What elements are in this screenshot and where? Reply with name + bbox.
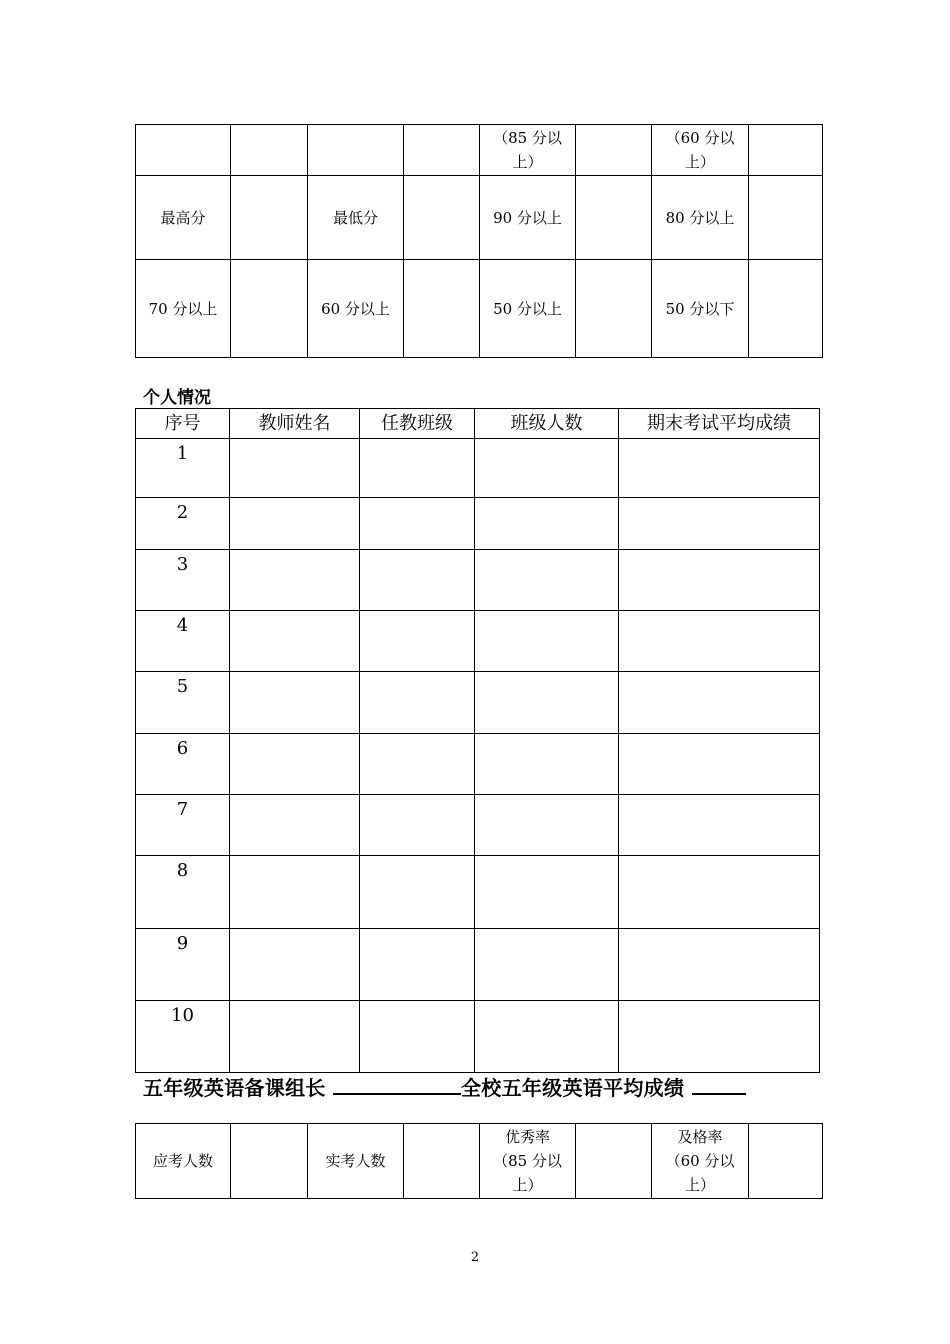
column-header: 序号 <box>136 409 230 439</box>
table-row <box>136 125 823 176</box>
class-size-cell <box>475 856 619 929</box>
cell-text: 上） <box>684 1176 715 1194</box>
cell-text: （85 分以 <box>493 1152 562 1170</box>
class-size-cell <box>475 498 619 550</box>
class-size-cell <box>475 929 619 1001</box>
average-score-cell <box>619 672 820 734</box>
table-cell: 应考人数 <box>136 1124 231 1199</box>
cell-text: 及格率 <box>677 1128 723 1146</box>
row-number: 5 <box>136 672 230 734</box>
average-score-cell <box>619 550 820 611</box>
row-number: 6 <box>136 734 230 795</box>
average-score-cell <box>619 439 820 498</box>
table-cell <box>749 125 823 176</box>
cell-text: 上） <box>512 153 543 171</box>
column-header: 期末考试平均成绩 <box>619 409 820 439</box>
class-cell <box>360 1001 475 1073</box>
table-header-row <box>136 409 820 439</box>
table-cell <box>404 1124 480 1199</box>
school-average-label: 全校五年级英语平均成绩 <box>460 1076 685 1100</box>
class-cell <box>360 550 475 611</box>
table-cell: 最高分 <box>136 176 231 260</box>
class-size-cell <box>475 672 619 734</box>
average-score-cell <box>619 498 820 550</box>
table-row <box>136 672 820 734</box>
table-row <box>136 176 823 260</box>
table-row <box>136 498 820 550</box>
class-size-cell <box>475 1001 619 1073</box>
row-number: 3 <box>136 550 230 611</box>
cell-text: （85 分以 <box>493 129 562 147</box>
row-number: 8 <box>136 856 230 929</box>
table-cell <box>749 260 823 358</box>
table-cell: 50 分以下 <box>652 260 749 358</box>
teacher-name-cell <box>230 611 360 672</box>
table-cell <box>749 1124 823 1199</box>
teacher-name-cell <box>230 734 360 795</box>
class-cell <box>360 734 475 795</box>
cell-text: 上） <box>684 153 715 171</box>
teacher-name-cell <box>230 856 360 929</box>
table-cell <box>404 176 480 260</box>
table-cell: 90 分以上 <box>480 176 576 260</box>
table-cell: 最低分 <box>308 176 404 260</box>
table-cell <box>404 260 480 358</box>
table-cell <box>576 1124 652 1199</box>
personal-table <box>135 408 820 1073</box>
group-leader-blank[interactable] <box>333 1075 461 1095</box>
column-header: 任教班级 <box>360 409 475 439</box>
average-score-cell <box>619 611 820 672</box>
class-size-cell <box>475 795 619 856</box>
class-cell <box>360 795 475 856</box>
school-average-blank[interactable] <box>692 1075 746 1095</box>
class-size-cell <box>475 439 619 498</box>
table-cell: 50 分以上 <box>480 260 576 358</box>
table-cell <box>231 176 308 260</box>
average-score-cell <box>619 795 820 856</box>
row-number: 2 <box>136 498 230 550</box>
table-cell <box>136 125 231 176</box>
table-cell <box>576 176 652 260</box>
class-cell <box>360 929 475 1001</box>
pass-rate-cell <box>652 1124 749 1199</box>
teacher-name-cell <box>230 1001 360 1073</box>
table-cell: 实考人数 <box>308 1124 404 1199</box>
row-number: 1 <box>136 439 230 498</box>
class-cell <box>360 611 475 672</box>
average-score-cell <box>619 856 820 929</box>
table-cell: 80 分以上 <box>652 176 749 260</box>
table-row <box>136 439 820 498</box>
teacher-name-cell <box>230 672 360 734</box>
cell-text: （60 分以 <box>665 129 735 147</box>
pass-rate-cell <box>652 125 749 176</box>
class-size-cell <box>475 550 619 611</box>
excellent-rate-cell <box>480 125 576 176</box>
teacher-name-cell <box>230 439 360 498</box>
table-row <box>136 1124 823 1199</box>
table-row <box>136 260 823 358</box>
table-row <box>136 1001 820 1073</box>
cell-text: 优秀率 <box>504 1128 550 1146</box>
row-number: 9 <box>136 929 230 1001</box>
class-cell <box>360 498 475 550</box>
table-cell <box>404 125 480 176</box>
signature-line <box>143 1072 746 1101</box>
class-size-cell <box>475 734 619 795</box>
table-cell: 70 分以上 <box>136 260 231 358</box>
table-row <box>136 734 820 795</box>
teacher-name-cell <box>230 795 360 856</box>
table-cell: 60 分以上 <box>308 260 404 358</box>
excellent-rate-cell <box>480 1124 576 1199</box>
group-leader-label: 五年级英语备课组长 <box>143 1076 326 1100</box>
table-cell <box>231 260 308 358</box>
column-header: 班级人数 <box>475 409 619 439</box>
column-header: 教师姓名 <box>230 409 360 439</box>
page-number: 2 <box>470 1250 480 1265</box>
row-number: 7 <box>136 795 230 856</box>
class-cell <box>360 439 475 498</box>
row-number: 10 <box>136 1001 230 1073</box>
table-row <box>136 550 820 611</box>
cell-text: 上） <box>512 1176 543 1194</box>
table-row <box>136 856 820 929</box>
teacher-name-cell <box>230 498 360 550</box>
class-size-cell <box>475 611 619 672</box>
table-cell <box>576 125 652 176</box>
table-cell <box>231 125 308 176</box>
average-score-cell <box>619 1001 820 1073</box>
table-row <box>136 611 820 672</box>
table-cell <box>576 260 652 358</box>
teacher-name-cell <box>230 929 360 1001</box>
table-cell <box>749 176 823 260</box>
class-cell <box>360 672 475 734</box>
section-title: 个人情况 <box>143 388 211 408</box>
class-cell <box>360 856 475 929</box>
table-row <box>136 929 820 1001</box>
teacher-name-cell <box>230 550 360 611</box>
average-score-cell <box>619 734 820 795</box>
average-score-cell <box>619 929 820 1001</box>
row-number: 4 <box>136 611 230 672</box>
table-row <box>136 795 820 856</box>
cell-text: （60 分以 <box>665 1152 735 1170</box>
table-cell <box>308 125 404 176</box>
score-table-bottom <box>135 1123 823 1199</box>
table-cell <box>231 1124 308 1199</box>
score-table-top <box>135 124 823 358</box>
